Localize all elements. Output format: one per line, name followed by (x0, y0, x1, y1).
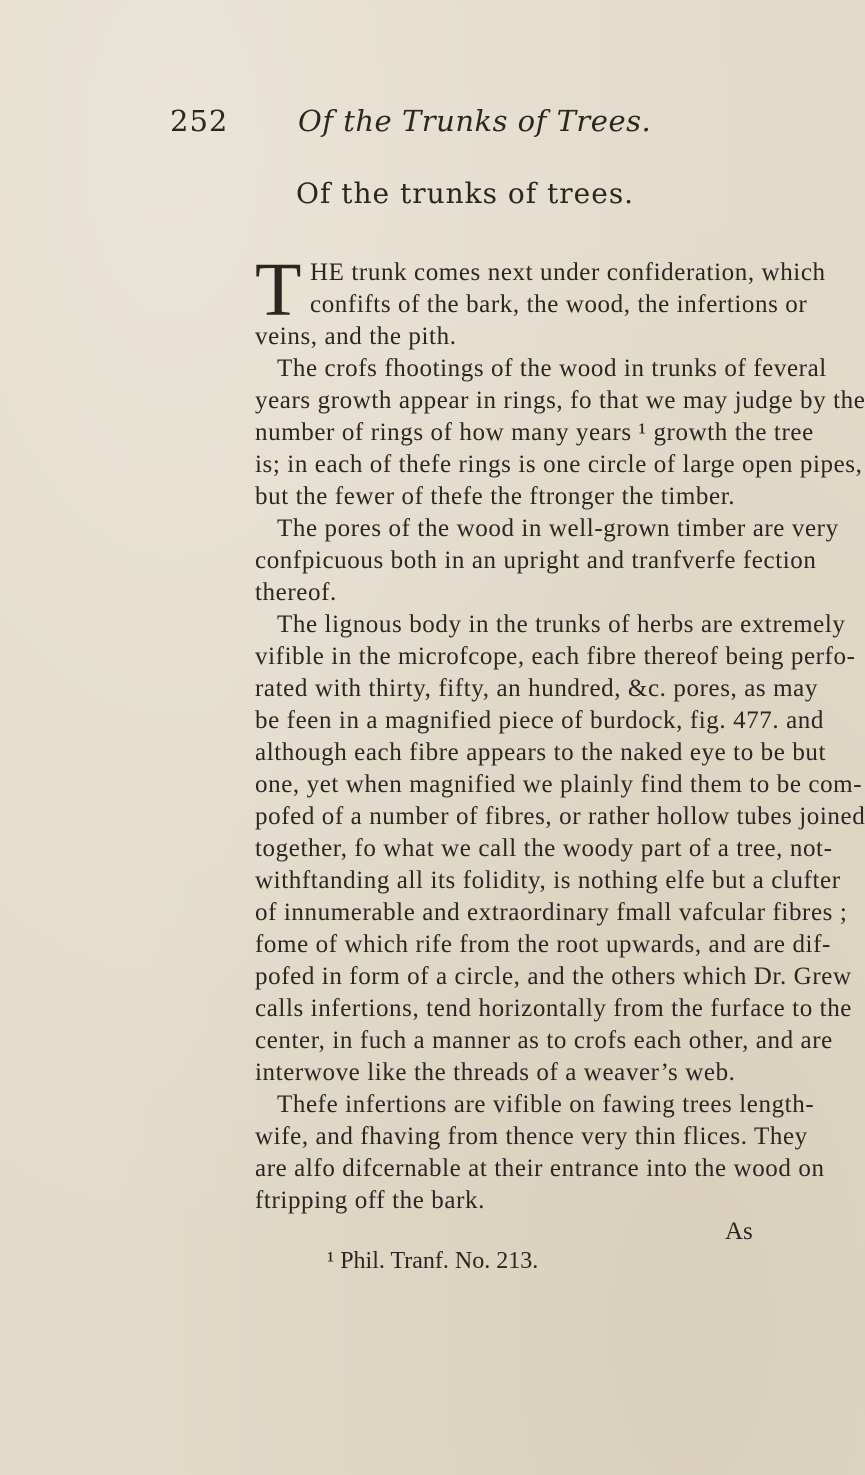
text-line: The crofs fhootings of the wood in trunks of feveral (277, 355, 827, 382)
text-line: number of rings of how many years ¹ growth the tree (255, 419, 814, 446)
text-line: pofed in form of a circle, and the others which Dr. Grew (255, 963, 852, 990)
text-line: ftripping off the bark. (255, 1187, 485, 1214)
text-line: one, yet when magnified we plainly find them to be com- (255, 771, 863, 798)
text-line: HE trunk comes next under confideration, which (310, 259, 826, 286)
text-line: thereof. (255, 579, 337, 606)
catchword: As (725, 1218, 753, 1245)
text-line: vifible in the microfcope, each fibre thereof being perfo- (255, 643, 856, 670)
text-line: center, in fuch a manner as to crofs each other, and are (255, 1027, 833, 1054)
drop-cap: T (255, 248, 302, 332)
text-line: The pores of the wood in well-grown timber are very (277, 515, 839, 542)
text-line: fome of which rife from the root upwards, and are dif- (255, 931, 831, 958)
text-line: confpicuous both in an upright and tranfverfe fection (255, 547, 817, 574)
text-line: although each fibre appears to the naked eye to be but (255, 739, 827, 766)
text-line: calls infertions, tend horizontally from the furface to the (255, 995, 853, 1022)
text-line: is; in each of thefe rings is one circle of large open pipes, (255, 451, 863, 478)
text-line: rated with thirty, fifty, an hundred, &c. pores, as may (255, 675, 818, 702)
text-line: pofed of a number of fibres, or rather hollow tubes joined (255, 803, 865, 830)
text-line: wife, and fhaving from thence very thin flices. They (255, 1123, 808, 1150)
text-line: withftanding all its folidity, is nothing elfe but a clufter (255, 867, 841, 894)
text-line: but the fewer of thefe the ftronger the timber. (255, 483, 736, 510)
text-line: The lignous body in the trunks of herbs are extremely (277, 611, 846, 638)
running-head (170, 104, 730, 144)
text-line: of innumerable and extraordinary fmall vafcular fibres ; (255, 899, 848, 926)
text-line: Thefe infertions are vifible on fawing trees length- (277, 1091, 815, 1118)
text-line: be feen in a magnified piece of burdock, fig. 477. and (255, 707, 825, 734)
text-line: years growth appear in rings, fo that we may judge by the (255, 387, 865, 414)
text-line: confifts of the bark, the wood, the infertions or (310, 291, 808, 318)
text-line: are alfo difcernable at their entrance into the wood on (255, 1155, 825, 1182)
text-line: together, fo what we call the woody part of a tree, not- (255, 835, 833, 862)
text-line: veins, and the pith. (255, 323, 457, 350)
running-title: Of the Trunks of Trees. (298, 104, 652, 138)
page-number: 252 (170, 104, 229, 138)
text-line: interwove like the threads of a weaver’s web. (255, 1059, 736, 1086)
section-title: Of the trunks of trees. (296, 177, 635, 210)
footnote: ¹ Phil. Tranf. No. 213. (327, 1248, 539, 1274)
